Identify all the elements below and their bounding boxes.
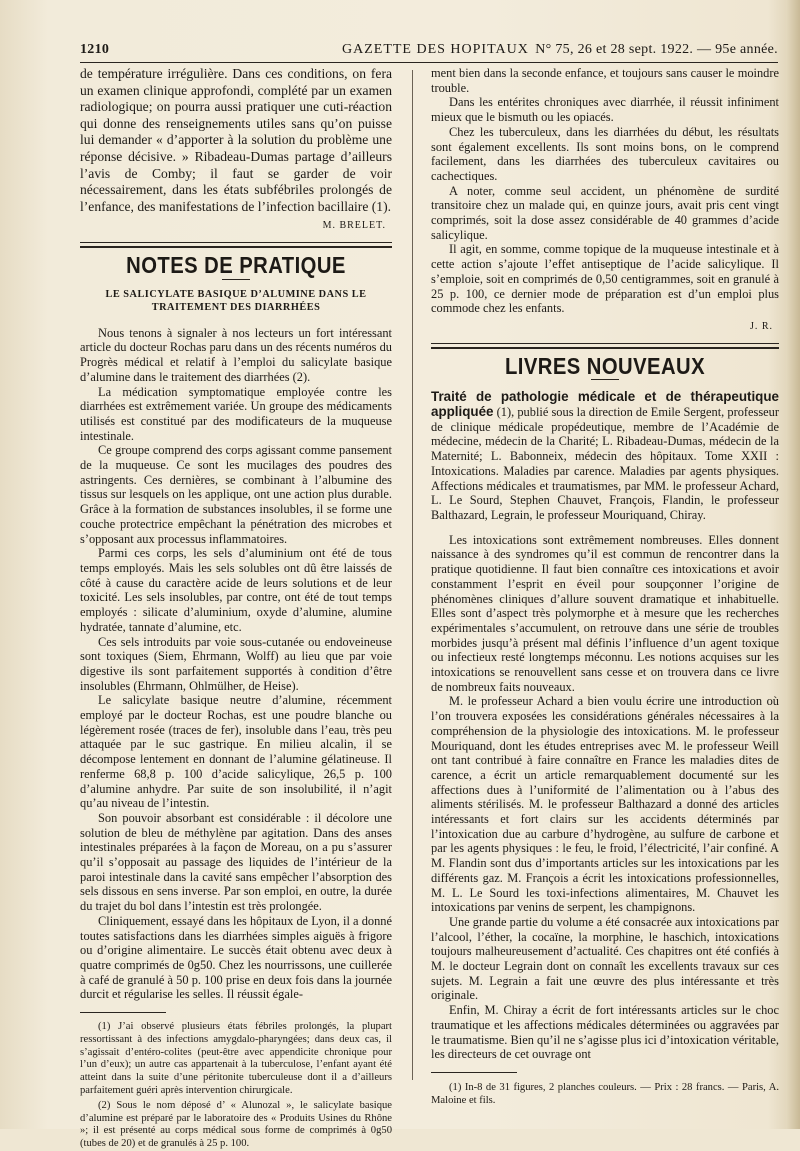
paragraph: Nous tenons à signaler à nos lecteurs un fort intéressant article du docteur Rochas paru dans un des récents numéros du Progrès médical et relatif à l’emploi du salicylate basique d’alumine dans le traitement des diarrhées (2). [80,325,392,384]
paragraph: Ce groupe comprend des corps agissant comme pansement de la muqueuse. Ce sont les mucilages des poudres des astringents. Ces dernières, se combinant à l’albumine des tissus sur lesquels on les applique, ont une action plus durable. Grâce à la formation de substances insolubles, il se forme une couche protectrice empêchant la pénétration des microbes et s’opposant aux processus inflammatoires. [80,443,392,546]
review-paragraph: Une grande partie du volume a été consacrée aux intoxications par l’alcool, l’éther, la cocaïne, la morphine, le haschich, intoxications toujours malheureusement d’actualité. Ces chapitres ont été confiés à M. le docteur Legrain dont on connaît les excellents travaux sur ces sujets. M. Legrain a fait une œuvre des plus intéressante et très originale. [431,914,779,1003]
intro-signature: M. BRELET. [322,220,386,232]
book-footnote: (1) In-8 de 31 figures, 2 planches couleurs. — Prix : 28 francs. — Paris, A. Maloine et fils. [431,1082,779,1106]
short-rule [591,379,619,380]
paragraph: Son pouvoir absorbant est considérable : il décolore une solution de bleu de méthylène par agitation. Dans des anses intestinales préparées à la façon de Moreau, on a pu s’assurer qu’il s’opposait au passage des liquides de l’intérieur de la paroi intestinale dans la cavité sans empêcher l’absorption des sels dissous en sens inverse. Par son emploi, en outre, la durée du trajet du bol dans l’intestin est très prolongée. [80,810,392,914]
review-paragraph: M. le professeur Achard a bien voulu écrire une introduction où l’on trouvera exposées les considérations générales nécessaires à la compréhension de la physiologie des intoxications. M. le professeur Mouriquand, dont les études entreprises avec M. le professeur Weill ont tant contribué à faire connaître en France les maladies dites de carence, a écrit un article remarquablement documenté sur les affections dues à l’uniformité de l’alimentation ou à l’abus des aliments stérilisés. M. le professeur Balthazard a donné des articles intéressants et fort clairs sur les accidents déterminés par l’intoxication due au carbure d’hydrogène, au sulfure de carbone et par les agents physiques : le feu, le froid, l’électricité, l’air confiné. A M. Flandin sont dus d’importants articles sur les intoxications par les différents gaz. M. François a écrit les intoxications professionnelles, M. L. Le Sourd les toxi-infections alimentaires, M. Chauvet les intoxications par venins de serpent, les champignons. [431,694,779,915]
left-column [80,66,392,1151]
review-paragraph: Enfin, M. Chiray a écrit de fort intéressants articles sur le choc traumatique et les affections médicales déterminées ou aggravées par le traumatisme. Bien qu’il ne s’agisse plus ici d’intoxication véritable, les directeurs de cet ouvrage ont [431,1003,779,1062]
section-title-notes: NOTES DE PRATIQUE [126,252,346,279]
running-header [80,42,778,62]
column-divider [412,70,413,1080]
intro-paragraph: de température irrégulière. Dans ces conditions, on fera un examen clinique approfondi, complété par un examen radiologique; on pourra aussi pratiquer une cuti-réaction qui donne des renseignements utiles sans qu’on puisse lui demander « d’apporter à la solution du problème une réponse décisive. » Ribadeau-Dumas partage d’ailleurs l’avis de Comby; il faut se garder de voir nécessairement, dans les états subfébriles prolongés de l’enfance, des manifestations de l’infection bacillaire (1). [80,66,392,214]
issue-info: N° 75, 26 et 28 sept. 1922. — 95e année. [535,42,778,57]
article-title: LE SALICYLATE BASIQUE D’ALUMINE DANS LE TRAITEMENT DES DIARRHÉES [105,288,367,313]
page-edge [786,0,800,1129]
book-title: Traité de pathologie médicale et de thérapeutique appliquée [431,389,779,420]
book-entry [431,390,779,522]
paragraph: ment bien dans la seconde enfance, et toujours sans causer le moindre trouble. [431,66,779,95]
page-number: 1210 [80,42,110,57]
paragraph: Ces sels introduits par voie sous-cutanée ou endoveineuse sont toxiques (Siem, Ehrmann, Wolff) au lieu que par voie digestive ils sont parfaitement supportés à condition d’être insolubles (Ehrmann, Ohlmülher, de Heise). [80,634,392,693]
footnote-rule [80,1012,166,1013]
paragraph: A noter, comme seul accident, un phénomène de surdité transitoire chez un malade qui, en quinze jours, avait pris cent vingt comprimés, soit la dose assez considérable de 40 grammes d’acide salicylique. [431,183,779,242]
right-column [431,66,779,1107]
section-rule [431,343,779,349]
footnote: (2) Sous le nom déposé d’ « Alunozal », le salicylate basique d’alumine est préparé par le laboratoire des « Produits Usines du Rhône »; il est présenté au corps médical sous forme de comprimés à 0g50 (tubes de 20) et de granulés à 25 p. 100. [80,1099,392,1150]
footnote: (1) J’ai observé plusieurs états fébriles prolongés, la plupart ressortissant à des infections amygdalo-pharyngées; dans deux cas, il s’agissait d’entéro-colites (peut-être avec appendicite chronique pour l’un d’eux); un autre cas appartenait à la tuberculose, l’enfant ayant été atteint dans la suite d’une péritonite tuberculeuse dont il a d’ailleurs parfaitement guéri après intervention chirurgicale. [80,1021,392,1097]
short-rule [222,279,250,280]
paragraph: Dans les entérites chroniques avec diarrhée, il réussit infiniment mieux que le bismuth ou les opiacés. [431,95,779,125]
review-paragraph: Les intoxications sont extrêmement nombreuses. Elles donnent naissance à des syndromes qu’il est commun de rencontrer dans la pratique quotidienne. Il faut bien connaître ces intoxications et avoir constamment l’esprit en éveil pour soupçonner l’origine de phénomènes cliniques d’allure souvent dramatique et inhabituelle. Elles sont d’aspect très polymorphe et à mesure que les recherches expérimentales s’accumulent, on retrouve dans une série de troubles morbides jusqu’à présent mal définis l’influence d’un agent toxique ou infectieux resté longtemps méconnu. Les notions acquises sur les intoxications se renouvellent sans cesse et on trouvera dans ce livre de nombreux faits nouveaux. [431,532,779,694]
journal-title: GAZETTE DES HOPITAUX [342,42,529,57]
section-title-books: LIVRES NOUVEAUX [504,352,706,379]
paragraph: Il agit, en somme, comme topique de la muqueuse intestinale et à cette action s’ajoute l’effet antiseptique de l’acide salicylique. Il s’emploie, soit en comprimés de 0,50 centigrammes, soit en granulé à 25 p. 100, ce dernier mode de préparation est d’un emploi plus commode chez les enfants. [431,242,779,316]
notes-signature: J. R. [749,320,773,332]
footnote-rule [431,1072,517,1073]
paragraph: Parmi ces corps, les sels d’aluminium ont été de tous temps employés. Mais les sels solubles ont dû être laissés de côté à cause du caractère acide de leurs solutions et de leur toxicité. Les sels insolubles, par contre, ont été de tout temps employés : silicate d’aluminium, oxyde d’alumine, alumine hydratée, tannate d’alumine, etc. [80,546,392,634]
paragraph: Chez les tuberculeux, dans les diarrhées du début, les résultats sont également excellents. Ils sont moins bons, on le comprend facilement, dans les diarrhées des tuberculeux cavitaires ou cachectiques. [431,124,779,183]
paragraph: Cliniquement, essayé dans les hôpitaux de Lyon, il a donné toutes satisfactions dans les diarrhées simples aiguës à frigore ou d’origine alimentaire. Le succès était obtenu avec deux à quatre comprimés de 0g50. Chez les nourrissons, une cuillerée à café de granulé à 50 p. 100 prise en deux fois dans la journée durcit et régularise les selles. Il réussit égale- [80,913,392,1002]
paragraph: La médication symptomatique employée contre les diarrhées est extrêmement variée. Un groupe des médicaments utilisés est constitué par des modificateurs de la muqueuse intestinale. [80,384,392,443]
paragraph: Le salicylate basique neutre d’alumine, récemment employé par le docteur Rochas, est une poudre blanche ou légèrement rosée (traces de fer), insoluble dans l’eau, très peu attaquée par le suc gastrique. En milieu alcalin, il se décompose lentement en donnant de l’alumine gélatineuse. Il renferme 68,8 p. 100 d’acide salicylique, 26,5 p. 100 d’alumine anhydre. Par suite de son insolubilité, il n’agit qu’au niveau de l’intestin. [80,693,392,811]
section-rule [80,242,392,248]
header-rule [80,62,778,63]
book-description: (1), publié sous la direction de Emile Sergent, professeur de clinique médicale propédeutique, membre de l’Académie de médecine, médecin de la Charité; L. Ribadeau-Dumas, médecin de la Maternité; L. Babonneix, médecin des hôpitaux. Tome XXII : Intoxications. Maladies par carence. Maladies par agents physiques. Affections médicales et traumatismes, par MM. le professeur Achard, L. Le Sourd, Stephen Chauvet, François, Flandin, le professeur Balthazard, Legrain, le professeur Mouriquand, Chiray. [431,405,779,522]
